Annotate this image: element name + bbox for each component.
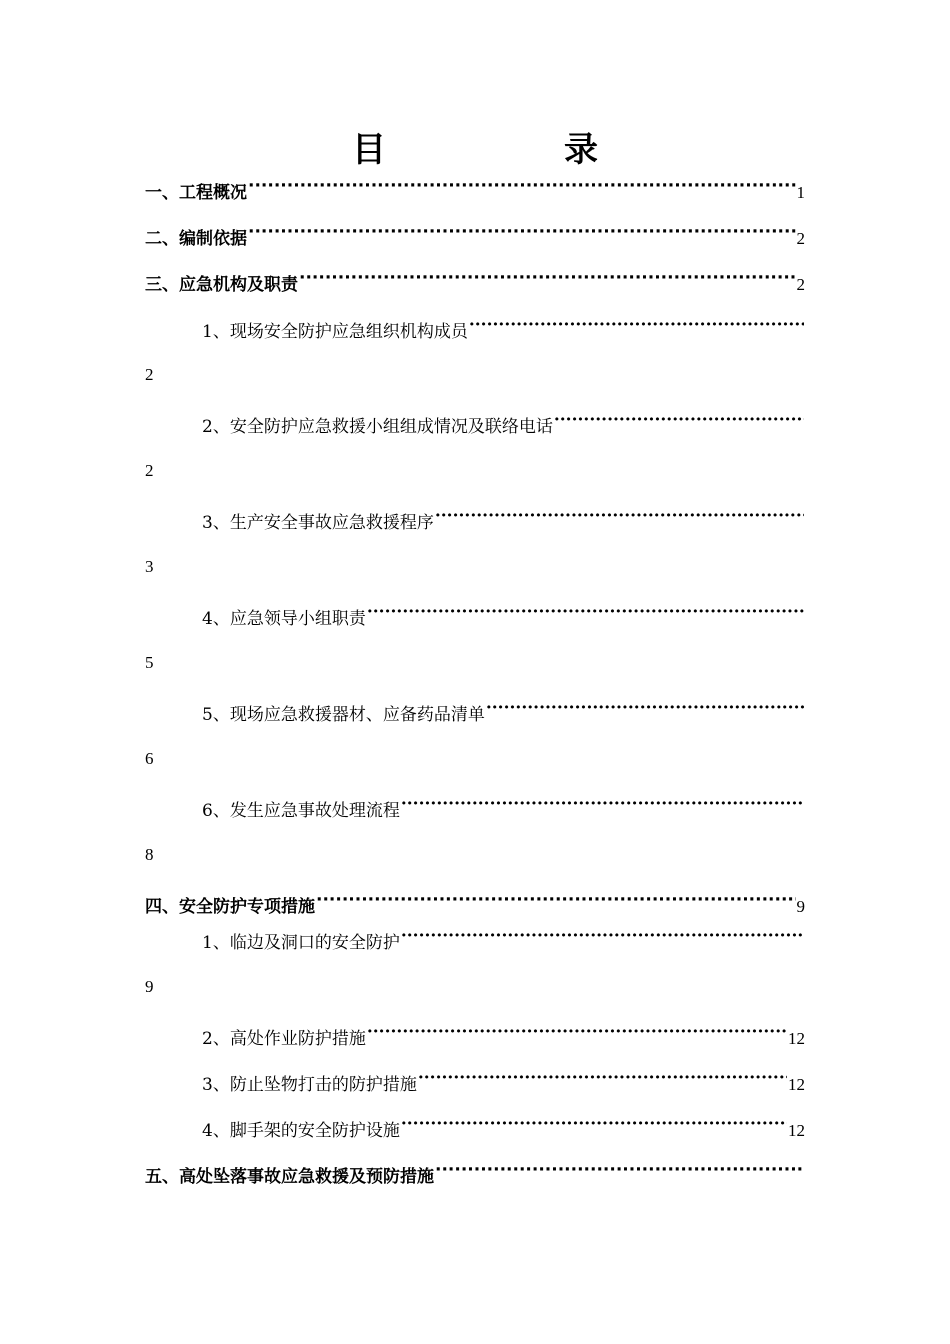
toc-page-number: 5 — [145, 653, 154, 672]
toc-entry[interactable] — [202, 1066, 805, 1097]
toc-page-number: 9 — [796, 897, 805, 916]
toc-leader — [418, 1066, 787, 1090]
toc-leader — [367, 600, 804, 624]
toc-entry[interactable] — [202, 924, 805, 955]
toc-leader — [401, 792, 804, 816]
toc-entry-text: 4、脚手架的安全防护设施 — [202, 1121, 400, 1141]
toc-leader — [435, 1158, 804, 1182]
toc-page-number: 12 — [788, 1075, 805, 1094]
toc-leader — [248, 220, 796, 244]
toc-entry-text: 一、工程概况 — [145, 183, 247, 203]
toc-page-number: 2 — [145, 461, 154, 480]
toc-page-number: 2 — [796, 275, 805, 294]
toc-leader — [554, 408, 804, 432]
toc-title: 目 录 — [352, 130, 670, 170]
toc-entry[interactable] — [145, 1158, 805, 1189]
toc-entry-text: 三、应急机构及职责 — [145, 275, 298, 295]
toc-entry-text: 6、发生应急事故处理流程 — [202, 801, 400, 821]
toc-entry[interactable] — [202, 504, 805, 535]
toc-entry-text: 3、生产安全事故应急救援程序 — [202, 513, 434, 533]
toc-entry[interactable] — [202, 600, 805, 631]
toc-leader — [401, 924, 804, 948]
toc-entry[interactable] — [202, 696, 805, 727]
toc-entry[interactable] — [145, 220, 805, 251]
toc-entry-text: 4、应急领导小组职责 — [202, 609, 366, 629]
toc-entry[interactable] — [202, 1112, 805, 1143]
toc-leader — [401, 1112, 787, 1136]
toc-leader — [469, 313, 804, 337]
toc-entry[interactable] — [145, 888, 805, 919]
toc-entry[interactable] — [202, 408, 805, 439]
toc-entry[interactable] — [145, 266, 805, 297]
toc-page-number: 1 — [796, 183, 805, 202]
toc-leader — [316, 888, 796, 912]
toc-page-number: 2 — [145, 365, 154, 384]
toc-entry[interactable] — [202, 792, 805, 823]
toc-leader — [435, 504, 804, 528]
toc-leader — [299, 266, 796, 290]
toc-entry-text: 2、安全防护应急救援小组组成情况及联络电话 — [202, 417, 553, 437]
toc-entry-text: 5、现场应急救援器材、应备药品清单 — [202, 705, 485, 725]
toc-page-number: 3 — [145, 557, 154, 576]
toc-entry-text: 1、现场安全防护应急组织机构成员 — [202, 322, 468, 342]
toc-entry-text: 四、安全防护专项措施 — [145, 897, 315, 917]
toc-leader — [248, 174, 796, 198]
toc-entry[interactable] — [145, 174, 805, 205]
toc-leader — [486, 696, 804, 720]
toc-entry[interactable] — [202, 1020, 805, 1051]
toc-entry-text: 二、编制依据 — [145, 229, 247, 249]
toc-page-number: 12 — [788, 1121, 805, 1140]
toc-entry-text: 3、防止坠物打击的防护措施 — [202, 1075, 417, 1095]
toc-page-number: 8 — [145, 845, 154, 864]
toc-page-number: 2 — [796, 229, 805, 248]
toc-entry[interactable] — [202, 313, 805, 344]
toc-page-number: 12 — [788, 1029, 805, 1048]
toc-entry-text: 2、高处作业防护措施 — [202, 1029, 366, 1049]
toc-entry-text: 1、临边及洞口的安全防护 — [202, 933, 400, 953]
toc-page-number: 9 — [145, 977, 154, 996]
toc-leader — [367, 1020, 787, 1044]
toc-page-number: 6 — [145, 749, 154, 768]
toc-entry-text: 五、高处坠落事故应急救援及预防措施 — [145, 1167, 434, 1187]
